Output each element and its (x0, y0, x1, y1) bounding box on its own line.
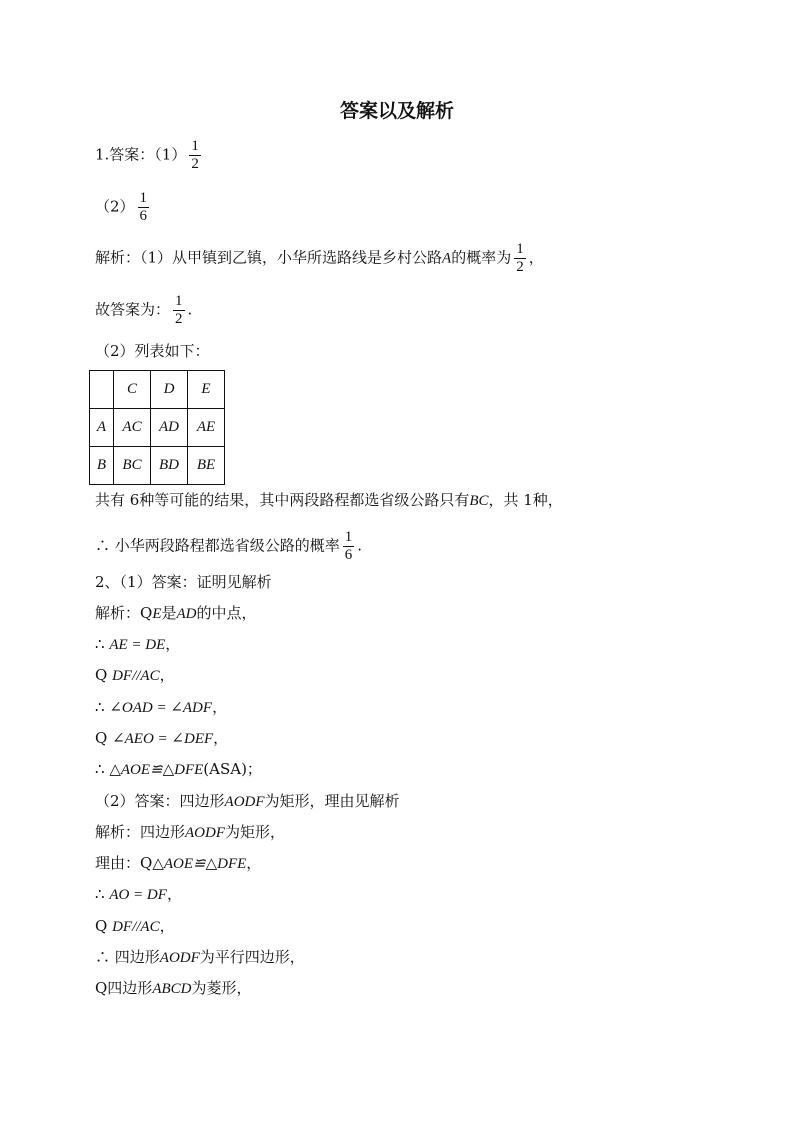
q1-answer-prefix: 1.答案：（1） (95, 145, 187, 164)
math-expression: △AOE≌△DFE (152, 856, 247, 872)
math-expression: AE = DE (109, 637, 166, 653)
table-cell: BD (151, 447, 188, 485)
text-segment: 为菱形， (191, 979, 252, 997)
text-segment: ， (212, 698, 228, 716)
q1-result-b: ，共 1种， (488, 491, 563, 509)
text-segment: （2）答案：四边形 (95, 792, 225, 810)
table-header-cell: D (151, 371, 188, 409)
q2-part2-answer (95, 791, 400, 812)
text-segment: 为矩形， (225, 823, 286, 841)
text-segment: ∴ (95, 885, 110, 903)
text-segment: ∴ (95, 760, 110, 778)
text-segment: 解析：Q (95, 604, 153, 622)
q1-answer2-prefix: （2） (95, 197, 135, 216)
text-segment: 为平行四边形， (199, 948, 305, 966)
fraction-denominator: 2 (175, 311, 183, 327)
q2-part1-line5 (95, 728, 228, 749)
table-row (90, 409, 225, 447)
q1-conc-fraction (343, 529, 355, 564)
fraction-denominator: 2 (191, 156, 199, 172)
text-segment: ∴ (95, 635, 110, 653)
fraction-denominator: 6 (344, 547, 353, 563)
text-segment: Q (95, 917, 113, 935)
text-segment: Q (95, 666, 113, 684)
q1-list-label: （2）列表如下： (95, 342, 210, 360)
q1-answer-line (95, 138, 204, 173)
q2-part1-line3 (95, 665, 175, 686)
math-var: AODF (159, 950, 200, 966)
q1-so-prefix: 故答案为： (95, 300, 171, 319)
math-expression: AO = DF (109, 887, 167, 903)
fraction-numerator: 1 (191, 138, 199, 154)
q2-part2-line6 (95, 978, 252, 999)
text-segment: Q (95, 729, 113, 747)
fraction-denominator: 6 (139, 208, 148, 224)
q2-part2-line2 (95, 853, 261, 874)
q1-answer2-line (95, 190, 152, 225)
math-var: AODF (224, 794, 265, 810)
text-segment: Q四边形 (95, 979, 153, 997)
q1-explain-var: A (442, 250, 452, 267)
text-segment: 为矩形，理由见解析 (264, 792, 400, 810)
fraction-numerator: 1 (344, 529, 353, 545)
q2-part2-line1 (95, 822, 285, 843)
q2-part1-line1 (95, 603, 257, 624)
text-segment: 理由：Q (95, 854, 153, 872)
q1-explain-end: ， (528, 248, 544, 267)
math-expression: △AOE≌△DFE (109, 762, 204, 778)
table-header-cell: C (114, 371, 151, 409)
q1-result-a: 共有 6种等可能的结果，其中两段路程都选省级公路只有 (95, 491, 470, 509)
table-cell: AC (114, 409, 151, 447)
q1-conclusion-line (95, 529, 362, 564)
math-expression: DF//AC (112, 668, 160, 684)
text-segment: ， (159, 917, 175, 935)
q2-part1-line6 (95, 759, 262, 780)
fraction-numerator: 1 (516, 241, 524, 257)
fraction-numerator: 1 (175, 293, 183, 309)
text-segment: (ASA)； (203, 760, 262, 778)
q2-part2-line5 (95, 947, 305, 968)
text-segment: 是 (161, 604, 177, 622)
q1-explain-line (95, 241, 544, 276)
q1-so-fraction (173, 293, 185, 328)
math-var: AD (176, 606, 197, 622)
text-segment: ， (159, 666, 175, 684)
table-cell: AD (151, 409, 188, 447)
q1-conc-end: . (357, 536, 363, 555)
q1-so-line (95, 293, 192, 328)
text-segment: ∴ (95, 698, 110, 716)
math-var: E (152, 606, 162, 622)
page-title: 答案以及解析 (339, 100, 454, 122)
text-segment: ∴ 四边形 (95, 948, 160, 966)
table-cell: AE (188, 409, 225, 447)
table-cell: BC (114, 447, 151, 485)
table-row-header: B (90, 447, 114, 485)
outcome-table (89, 370, 225, 485)
math-expression: ∠OAD = ∠ADF (109, 700, 213, 716)
q1-explain-prefix: 解析：（1）从甲镇到乙镇，小华所选路线是乡村公路 (95, 248, 443, 267)
q1-explain-fraction (514, 241, 526, 276)
q1-conc-prefix: ∴ 小华两段路程都选省级公路的概率 (95, 536, 340, 555)
text-segment: ， (165, 635, 181, 653)
math-var: AODF (185, 825, 226, 841)
text-segment: ， (246, 854, 262, 872)
q2-part2-line4 (95, 916, 175, 937)
q1-so-end: . (187, 300, 193, 319)
q1-result-var: BC (469, 493, 489, 509)
math-var: ABCD (152, 981, 192, 997)
math-expression: ∠AEO = ∠DEF (112, 731, 214, 747)
q2-part2-line3 (95, 884, 182, 905)
text-segment: ， (166, 885, 182, 903)
table-cell: BE (188, 447, 225, 485)
table-cell (90, 371, 114, 409)
q1-result-line (95, 490, 563, 511)
q2-part1-answer: 2、（1）答案：证明见解析 (95, 573, 272, 591)
q2-part1-line2 (95, 634, 180, 655)
fraction-numerator: 1 (139, 190, 148, 206)
fraction-denominator: 2 (516, 259, 524, 275)
math-expression: DF//AC (112, 919, 160, 935)
q1-answer1-fraction (189, 138, 201, 173)
q1-explain-mid: 的概率为 (451, 248, 512, 267)
table-row (90, 371, 225, 409)
text-segment: ， (213, 729, 229, 747)
table-header-cell: E (188, 371, 225, 409)
table-row (90, 447, 225, 485)
q1-answer2-fraction (138, 190, 150, 225)
q2-part1-line4 (95, 697, 227, 718)
table-row-header: A (90, 409, 114, 447)
text-segment: 的中点， (196, 604, 257, 622)
text-segment: 解析：四边形 (95, 823, 186, 841)
